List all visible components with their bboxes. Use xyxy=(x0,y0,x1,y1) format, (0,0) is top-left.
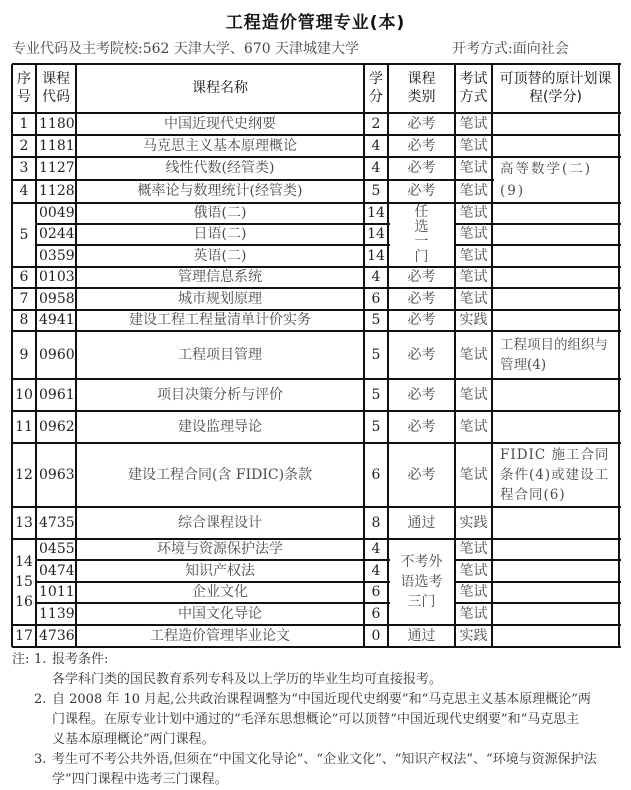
category-cell: 必考 xyxy=(407,137,436,154)
credit-cell: 6 xyxy=(371,584,381,601)
note-2-line-1: 2. 自 2008 年 10 月起,公共政治课程调整为“中国近现代史纲要”和“马克思主义基本原理概论”两 xyxy=(34,692,591,707)
method-cell: 笔试 xyxy=(459,466,488,483)
table-rule xyxy=(12,646,621,648)
table-rule xyxy=(388,202,457,204)
note-2-line-2: 门课程。在原专业计划中通过的“毛泽东思想概论”可以顶替“中国近现代史纲要”和“马克思主 xyxy=(52,712,580,727)
method-cell: 笔试 xyxy=(459,115,488,132)
credit-cell: 4 xyxy=(371,541,381,558)
name-cell: 概率论与数理统计(经管类) xyxy=(137,183,303,200)
table-rule xyxy=(388,309,457,311)
table-rule xyxy=(12,624,38,626)
table-rule xyxy=(36,581,390,583)
replace-cell xyxy=(492,267,619,288)
code-cell: 0244 xyxy=(39,226,75,243)
table-rule xyxy=(455,559,494,561)
table-rule xyxy=(388,156,457,158)
code-cell: 0455 xyxy=(39,541,75,558)
credit-cell: 6 xyxy=(371,605,381,622)
category-cell: 通过 xyxy=(407,514,436,531)
credit-cell: 8 xyxy=(371,514,381,531)
name-cell: 中国文化导论 xyxy=(178,605,262,622)
code-cell: 1128 xyxy=(39,183,75,200)
category-cell: 必考 xyxy=(407,312,436,329)
note-3-line-2: 学”四门课程中选考三门课程。 xyxy=(52,772,228,787)
table-rule xyxy=(388,179,457,181)
table-rule xyxy=(491,64,493,647)
table-rule xyxy=(455,538,494,540)
seq-cell: 9 xyxy=(19,346,29,363)
table-rule xyxy=(363,64,365,647)
seq-cell: 17 xyxy=(15,627,33,644)
table-rule xyxy=(455,442,494,444)
replace-cell xyxy=(492,245,619,267)
replace-cell xyxy=(492,625,619,647)
method-cell: 笔试 xyxy=(459,346,488,363)
table-rule xyxy=(12,309,38,311)
table-rule xyxy=(12,330,38,332)
replace-cell: 高等数学(二)(9) xyxy=(500,161,593,199)
replace-cell xyxy=(492,310,619,331)
table-rule xyxy=(492,134,621,136)
code-cell: 4735 xyxy=(39,514,75,531)
method-cell: 笔试 xyxy=(459,226,488,243)
replace-cell: FIDIC 施工合同条件(4)或建设工程合同(6) xyxy=(500,447,610,503)
table-rule xyxy=(455,266,494,268)
credit-cell: 4 xyxy=(371,269,381,286)
name-cell: 俄语(二) xyxy=(193,205,247,222)
table-rule xyxy=(36,506,390,508)
credit-cell: 14 xyxy=(367,247,385,264)
table-rule xyxy=(36,602,390,604)
replace-cell xyxy=(492,603,619,625)
table-rule xyxy=(455,378,494,380)
credit-cell: 4 xyxy=(371,562,381,579)
method-cell: 笔试 xyxy=(459,247,488,264)
table-rule xyxy=(492,309,621,311)
table-rule xyxy=(12,506,38,508)
name-cell: 综合课程设计 xyxy=(178,514,262,531)
method-cell: 笔试 xyxy=(459,137,488,154)
table-rule xyxy=(455,134,494,136)
note-1-title: 注: 1. 报考条件: xyxy=(12,652,109,667)
code-cell: 4941 xyxy=(39,312,75,329)
table-rule xyxy=(455,506,494,508)
table-rule xyxy=(75,64,77,647)
credit-cell: 0 xyxy=(371,627,381,644)
replace-cell xyxy=(492,411,619,443)
method-cell: 实践 xyxy=(459,627,488,644)
table-rule xyxy=(388,134,457,136)
credit-cell: 4 xyxy=(371,160,381,177)
credit-cell: 5 xyxy=(371,183,381,200)
method-cell: 实践 xyxy=(459,514,488,531)
seq-cell: 11 xyxy=(15,418,33,435)
table-rule xyxy=(36,559,390,561)
table-rule xyxy=(12,63,621,65)
table-rule xyxy=(36,156,390,158)
table-rule xyxy=(618,64,620,647)
credit-cell: 6 xyxy=(371,290,381,307)
seq-number: 16 xyxy=(15,594,33,610)
seq-cell: 10 xyxy=(15,386,33,403)
seq-cell: 6 xyxy=(19,269,29,286)
table-rule xyxy=(388,624,457,626)
table-rule xyxy=(12,266,38,268)
category-cell: 任选一门 xyxy=(414,204,429,265)
seq-number: 15 xyxy=(15,574,33,590)
seq-cell: 4 xyxy=(19,183,29,200)
code-cell: 0474 xyxy=(39,562,75,579)
name-cell: 城市规划原理 xyxy=(178,290,262,307)
method-cell: 笔试 xyxy=(459,183,488,200)
credit-cell: 5 xyxy=(371,346,381,363)
name-cell: 线性代数(经管类) xyxy=(165,160,275,177)
code-cell: 0961 xyxy=(39,386,75,403)
institutions-info: 专业代码及主考院校:562 天津大学、670 天津城建大学 xyxy=(12,41,360,57)
method-cell: 笔试 xyxy=(459,290,488,307)
table-rule xyxy=(12,202,38,204)
table-rule xyxy=(12,538,38,540)
table-rule xyxy=(388,442,457,444)
method-cell: 笔试 xyxy=(459,160,488,177)
table-rule xyxy=(36,410,390,412)
category-cell: 必考 xyxy=(407,346,436,363)
table-rule xyxy=(11,64,13,647)
replace-cell xyxy=(492,582,619,603)
table-rule xyxy=(12,112,621,114)
replace-cell xyxy=(492,203,619,224)
table-rule xyxy=(455,581,494,583)
table-rule xyxy=(492,244,621,246)
table-rule xyxy=(492,538,621,540)
table-rule xyxy=(455,179,494,181)
seq-number: 14 xyxy=(15,554,33,570)
table-rule xyxy=(492,330,621,332)
table-rule xyxy=(12,378,38,380)
table-rule xyxy=(388,506,457,508)
notes-section xyxy=(12,650,622,790)
header-credit: 学分 xyxy=(369,71,383,105)
code-cell: 4736 xyxy=(39,627,75,644)
credit-cell: 14 xyxy=(367,205,385,222)
category-cell: 必考 xyxy=(407,466,436,483)
name-cell: 建设监理导论 xyxy=(178,418,262,435)
category-cell: 不考外语选考三门 xyxy=(400,554,443,610)
category-cell: 必考 xyxy=(407,269,436,286)
table-rule xyxy=(36,223,390,225)
table-rule xyxy=(36,378,390,380)
name-cell: 日语(二) xyxy=(193,226,247,243)
name-cell: 工程造价管理毕业论文 xyxy=(150,627,290,644)
name-cell: 中国近现代史纲要 xyxy=(164,115,276,132)
method-cell: 笔试 xyxy=(459,584,488,601)
table-rule xyxy=(455,309,494,311)
seq-cell: 5 xyxy=(19,226,29,243)
page-title: 工程造价管理专业(本) xyxy=(225,13,406,33)
code-cell: 0963 xyxy=(39,466,75,483)
table-rule xyxy=(36,287,390,289)
header-category: 课程类别 xyxy=(407,71,436,105)
name-cell: 工程项目管理 xyxy=(178,346,262,363)
name-cell: 建设工程工程量清单计价实务 xyxy=(129,312,311,329)
name-cell: 建设工程合同(含 FIDIC)条款 xyxy=(127,466,313,483)
table-rule xyxy=(36,266,390,268)
table-rule xyxy=(388,538,457,540)
replace-cell xyxy=(492,288,619,310)
table-rule xyxy=(36,244,390,246)
table-rule xyxy=(455,410,494,412)
table-rule xyxy=(455,244,494,246)
credit-cell: 6 xyxy=(371,466,381,483)
credit-cell: 4 xyxy=(371,137,381,154)
table-rule xyxy=(455,202,494,204)
seq-cell: 2 xyxy=(19,137,29,154)
table-rule xyxy=(492,442,621,444)
header-method: 考试方式 xyxy=(459,71,488,105)
method-cell: 实践 xyxy=(459,312,488,329)
table-rule xyxy=(455,624,494,626)
header-seq: 序号 xyxy=(17,71,31,105)
table-rule xyxy=(35,64,37,647)
name-cell: 管理信息系统 xyxy=(178,269,262,286)
table-rule xyxy=(388,266,457,268)
category-cell: 通过 xyxy=(407,627,436,644)
code-cell: 1139 xyxy=(39,605,75,622)
replace-cell xyxy=(492,539,619,560)
code-cell: 0103 xyxy=(39,269,75,286)
table-rule xyxy=(492,287,621,289)
code-cell: 1127 xyxy=(39,160,75,177)
table-rule xyxy=(36,309,390,311)
code-cell: 1180 xyxy=(39,115,75,132)
table-rule xyxy=(12,134,38,136)
code-cell: 0049 xyxy=(39,205,75,222)
category-cell: 必考 xyxy=(407,290,436,307)
table-rule xyxy=(492,378,621,380)
seq-cell: 7 xyxy=(19,290,29,307)
table-rule xyxy=(492,559,621,561)
table-rule xyxy=(12,410,38,412)
method-cell: 笔试 xyxy=(459,269,488,286)
table-rule xyxy=(36,624,390,626)
replace-cell: 工程项目的组织与管理(4) xyxy=(500,337,608,373)
table-rule xyxy=(492,410,621,412)
code-cell: 0958 xyxy=(39,290,75,307)
code-cell: 0359 xyxy=(39,247,75,264)
replace-cell xyxy=(492,560,619,582)
table-rule xyxy=(12,156,38,158)
name-cell: 企业文化 xyxy=(192,584,248,601)
name-cell: 马克思主义基本原理概论 xyxy=(143,137,297,154)
table-rule xyxy=(12,179,38,181)
credit-cell: 2 xyxy=(371,115,381,132)
exam-mode-info: 开考方式:面向社会 xyxy=(452,41,569,57)
table-rule xyxy=(36,134,390,136)
note-3-line-1: 3. 考生可不考公共外语,但须在“中国文化导论”、“企业文化”、“知识产权法”、“环境与资源保护法 xyxy=(34,752,597,767)
table-rule xyxy=(455,156,494,158)
table-rule xyxy=(492,506,621,508)
table-rule xyxy=(492,223,621,225)
table-rule xyxy=(492,624,621,626)
note-1-body: 各学科门类的国民教育系列专科及以上学历的毕业生均可直接报考。 xyxy=(52,672,443,687)
name-cell: 环境与资源保护法学 xyxy=(157,541,283,558)
replace-cell xyxy=(492,135,619,157)
method-cell: 笔试 xyxy=(459,205,488,222)
category-cell: 必考 xyxy=(407,160,436,177)
table-rule xyxy=(388,330,457,332)
credit-cell: 5 xyxy=(371,418,381,435)
table-rule xyxy=(492,581,621,583)
credit-cell: 5 xyxy=(371,386,381,403)
seq-cell: 12 xyxy=(15,466,33,483)
credit-cell: 5 xyxy=(371,312,381,329)
header-replace: 可顶替的原计划课程(学分) xyxy=(499,71,612,105)
table-rule xyxy=(388,410,457,412)
table-rule xyxy=(454,64,456,647)
table-rule xyxy=(12,287,38,289)
replace-cell xyxy=(492,113,619,135)
category-cell: 必考 xyxy=(407,418,436,435)
method-cell: 笔试 xyxy=(459,386,488,403)
seq-cell: 13 xyxy=(15,514,33,531)
table-rule xyxy=(455,602,494,604)
table-rule xyxy=(455,223,494,225)
code-cell: 0962 xyxy=(39,418,75,435)
category-cell: 必考 xyxy=(407,386,436,403)
table-rule xyxy=(387,64,389,647)
method-cell: 笔试 xyxy=(459,418,488,435)
table-rule xyxy=(455,330,494,332)
seq-cell: 3 xyxy=(19,160,29,177)
credit-cell: 14 xyxy=(367,226,385,243)
code-cell: 0960 xyxy=(39,346,75,363)
code-cell: 1181 xyxy=(39,137,75,154)
method-cell: 笔试 xyxy=(459,562,488,579)
replace-cell xyxy=(492,507,619,539)
replace-cell xyxy=(492,224,619,245)
name-cell: 英语(二) xyxy=(193,247,247,264)
header-code: 课程代码 xyxy=(42,71,70,105)
replace-cell xyxy=(492,379,619,411)
table-rule xyxy=(36,202,390,204)
method-cell: 笔试 xyxy=(459,605,488,622)
category-cell: 必考 xyxy=(407,183,436,200)
method-cell: 笔试 xyxy=(459,541,488,558)
table-rule xyxy=(388,287,457,289)
table-rule xyxy=(455,287,494,289)
name-cell: 项目决策分析与评价 xyxy=(157,386,283,403)
table-rule xyxy=(36,179,390,181)
header-name: 课程名称 xyxy=(192,79,248,96)
table-rule xyxy=(36,330,390,332)
seq-cell: 1 xyxy=(19,115,29,132)
table-rule xyxy=(492,602,621,604)
table-rule xyxy=(36,442,390,444)
name-cell: 知识产权法 xyxy=(185,562,255,579)
table-rule xyxy=(36,538,390,540)
seq-cell: 8 xyxy=(19,312,29,329)
table-rule xyxy=(492,266,621,268)
table-rule xyxy=(388,378,457,380)
category-cell: 必考 xyxy=(407,115,436,132)
table-rule xyxy=(492,202,621,204)
seq-cell xyxy=(12,539,36,625)
note-2-line-3: 义基本原理概论”两门课程。 xyxy=(52,732,215,747)
table-rule xyxy=(12,442,38,444)
table-rule xyxy=(492,156,621,158)
code-cell: 1011 xyxy=(39,584,75,601)
